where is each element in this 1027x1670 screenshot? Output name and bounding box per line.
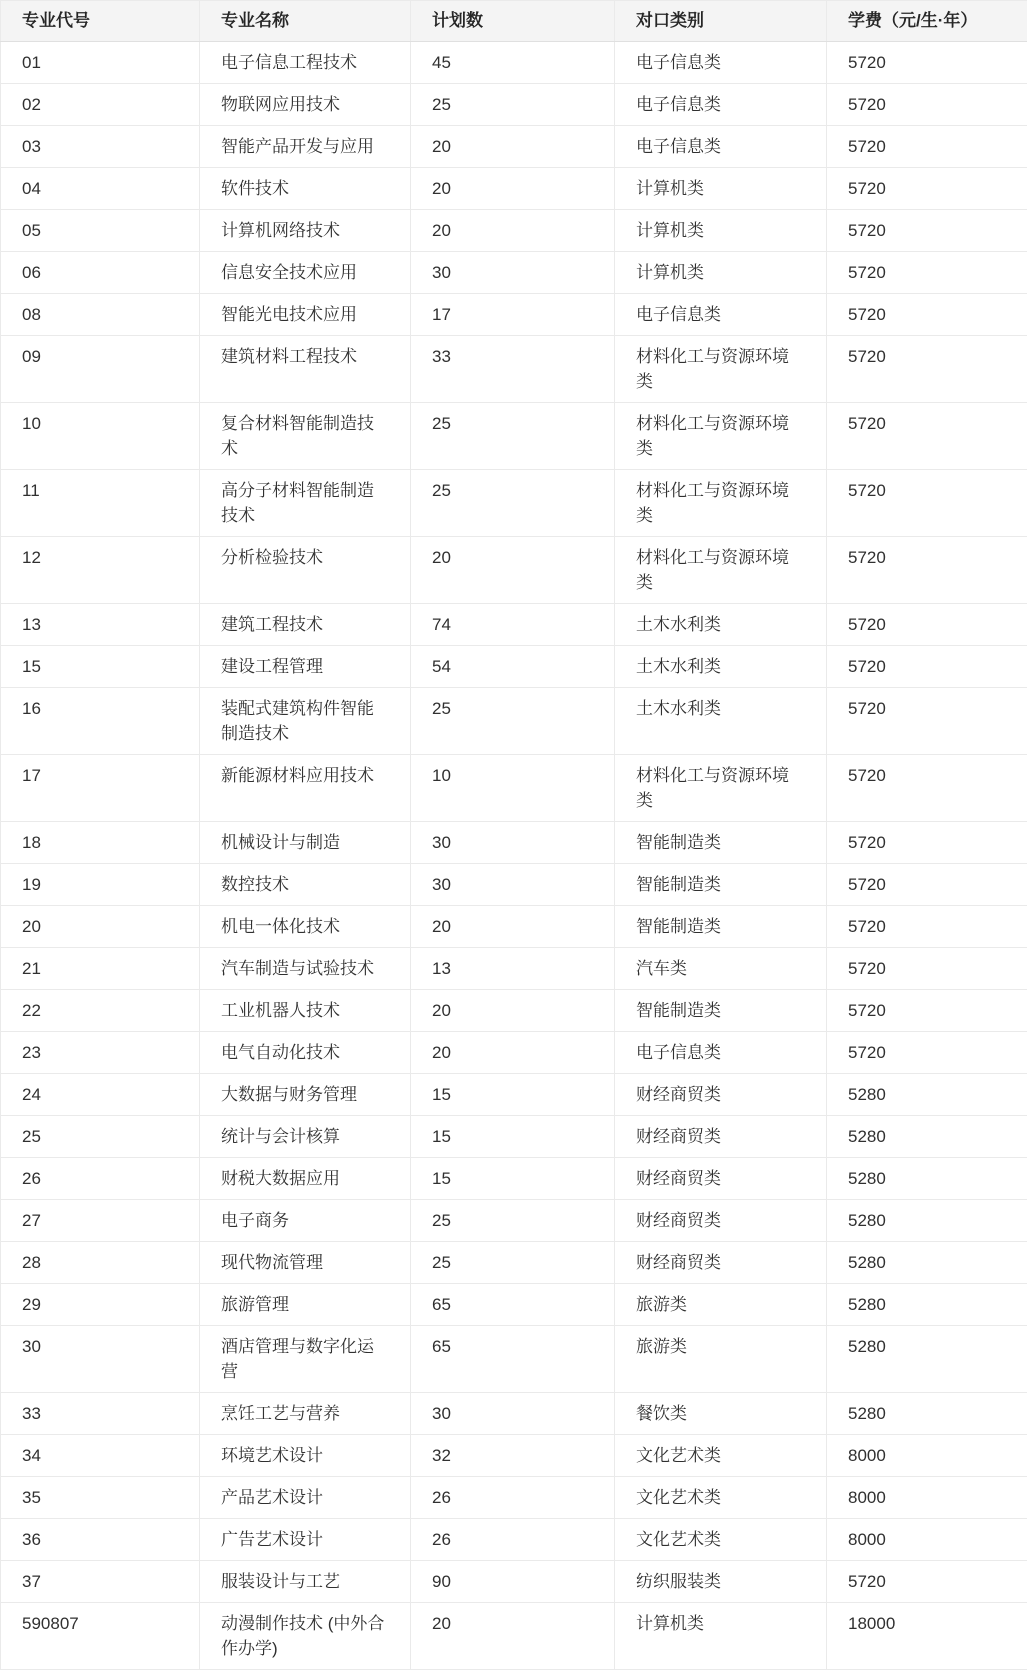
- table-cell-plan: 30: [411, 822, 615, 864]
- table-cell-category: 电子信息类: [615, 84, 827, 126]
- table-cell-plan: 30: [411, 252, 615, 294]
- table-row: [1, 42, 1027, 84]
- table-cell-plan: 20: [411, 1032, 615, 1074]
- table-row: [1, 1242, 1027, 1284]
- table-cell-tuition: 18000: [827, 1603, 1027, 1670]
- table-cell-name: 建筑材料工程技术: [200, 336, 411, 403]
- table-cell-code: 34: [1, 1435, 200, 1477]
- table-cell-category: 电子信息类: [615, 42, 827, 84]
- table-cell-name: 机电一体化技术: [200, 906, 411, 948]
- table-cell-code: 21: [1, 948, 200, 990]
- table-cell-category: 土木水利类: [615, 604, 827, 646]
- table-cell-category: 计算机类: [615, 1603, 827, 1670]
- table-cell-code: 06: [1, 252, 200, 294]
- table-cell-name: 动漫制作技术 (中外合作办学): [200, 1603, 411, 1670]
- table-cell-code: 37: [1, 1561, 200, 1603]
- table-cell-name: 旅游管理: [200, 1284, 411, 1326]
- table-cell-tuition: 8000: [827, 1435, 1027, 1477]
- table-row: [1, 1603, 1027, 1670]
- table-cell-tuition: 5280: [827, 1200, 1027, 1242]
- table-cell-code: 22: [1, 990, 200, 1032]
- table-cell-code: 08: [1, 294, 200, 336]
- table-cell-name: 广告艺术设计: [200, 1519, 411, 1561]
- table-row: [1, 1435, 1027, 1477]
- table-cell-name: 产品艺术设计: [200, 1477, 411, 1519]
- table-cell-code: 09: [1, 336, 200, 403]
- table-cell-plan: 90: [411, 1561, 615, 1603]
- table-cell-name: 电子信息工程技术: [200, 42, 411, 84]
- table-cell-name: 高分子材料智能制造技术: [200, 470, 411, 537]
- table-cell-plan: 26: [411, 1519, 615, 1561]
- table-row: [1, 470, 1027, 537]
- table-cell-category: 旅游类: [615, 1284, 827, 1326]
- table-cell-category: 财经商贸类: [615, 1158, 827, 1200]
- table-cell-category: 财经商贸类: [615, 1242, 827, 1284]
- table-cell-tuition: 5720: [827, 42, 1027, 84]
- table-cell-tuition: 5720: [827, 84, 1027, 126]
- table-row: [1, 864, 1027, 906]
- table-cell-code: 20: [1, 906, 200, 948]
- table-cell-category: 智能制造类: [615, 990, 827, 1032]
- table-cell-tuition: 5720: [827, 906, 1027, 948]
- table-cell-tuition: 5720: [827, 755, 1027, 822]
- table-cell-code: 18: [1, 822, 200, 864]
- table-cell-tuition: 5720: [827, 336, 1027, 403]
- table-cell-code: 24: [1, 1074, 200, 1116]
- table-cell-category: 计算机类: [615, 168, 827, 210]
- table-row: [1, 906, 1027, 948]
- table-cell-name: 建设工程管理: [200, 646, 411, 688]
- table-cell-name: 新能源材料应用技术: [200, 755, 411, 822]
- table-cell-plan: 20: [411, 906, 615, 948]
- table-cell-code: 10: [1, 403, 200, 470]
- table-header-row: [1, 1, 1027, 42]
- table-cell-tuition: 5280: [827, 1158, 1027, 1200]
- table-cell-code: 30: [1, 1326, 200, 1393]
- table-cell-name: 物联网应用技术: [200, 84, 411, 126]
- table-cell-code: 11: [1, 470, 200, 537]
- table-cell-code: 12: [1, 537, 200, 604]
- table-cell-plan: 74: [411, 604, 615, 646]
- table-row: [1, 294, 1027, 336]
- table-cell-name: 酒店管理与数字化运营: [200, 1326, 411, 1393]
- table-cell-plan: 25: [411, 403, 615, 470]
- table-cell-tuition: 5720: [827, 604, 1027, 646]
- table-cell-code: 28: [1, 1242, 200, 1284]
- table-cell-name: 数控技术: [200, 864, 411, 906]
- table-cell-plan: 30: [411, 1393, 615, 1435]
- table-cell-tuition: 5280: [827, 1242, 1027, 1284]
- table-cell-category: 财经商贸类: [615, 1200, 827, 1242]
- table-cell-plan: 25: [411, 1242, 615, 1284]
- table-cell-name: 建筑工程技术: [200, 604, 411, 646]
- table-row: [1, 604, 1027, 646]
- table-cell-code: 35: [1, 1477, 200, 1519]
- table-cell-category: 电子信息类: [615, 294, 827, 336]
- table-cell-plan: 20: [411, 537, 615, 604]
- table-cell-name: 智能光电技术应用: [200, 294, 411, 336]
- table-cell-category: 文化艺术类: [615, 1435, 827, 1477]
- table-cell-category: 财经商贸类: [615, 1116, 827, 1158]
- table-cell-name: 装配式建筑构件智能制造技术: [200, 688, 411, 755]
- table-cell-code: 26: [1, 1158, 200, 1200]
- table-cell-category: 电子信息类: [615, 1032, 827, 1074]
- table-cell-name: 机械设计与制造: [200, 822, 411, 864]
- table-cell-tuition: 5720: [827, 688, 1027, 755]
- table-cell-code: 23: [1, 1032, 200, 1074]
- table-cell-tuition: 5720: [827, 403, 1027, 470]
- table-cell-name: 烹饪工艺与营养: [200, 1393, 411, 1435]
- table-cell-plan: 25: [411, 1200, 615, 1242]
- table-cell-tuition: 5720: [827, 646, 1027, 688]
- table-row: [1, 168, 1027, 210]
- table-cell-category: 土木水利类: [615, 688, 827, 755]
- column-header-tuition: 学费（元/生·年）: [827, 1, 1027, 42]
- table-cell-plan: 65: [411, 1284, 615, 1326]
- column-header-name: 专业名称: [200, 1, 411, 42]
- table-cell-code: 25: [1, 1116, 200, 1158]
- table-cell-category: 电子信息类: [615, 126, 827, 168]
- table-cell-plan: 20: [411, 210, 615, 252]
- table-cell-category: 材料化工与资源环境类: [615, 336, 827, 403]
- table-cell-code: 33: [1, 1393, 200, 1435]
- table-cell-name: 电气自动化技术: [200, 1032, 411, 1074]
- table-cell-plan: 25: [411, 688, 615, 755]
- table-cell-code: 05: [1, 210, 200, 252]
- table-cell-plan: 20: [411, 990, 615, 1032]
- table-row: [1, 126, 1027, 168]
- table-cell-tuition: 5720: [827, 990, 1027, 1032]
- table-row: [1, 1477, 1027, 1519]
- table-cell-name: 汽车制造与试验技术: [200, 948, 411, 990]
- table-cell-plan: 32: [411, 1435, 615, 1477]
- table-cell-tuition: 5720: [827, 210, 1027, 252]
- table-row: [1, 1158, 1027, 1200]
- table-cell-plan: 65: [411, 1326, 615, 1393]
- table-cell-name: 信息安全技术应用: [200, 252, 411, 294]
- table-cell-tuition: 5280: [827, 1074, 1027, 1116]
- column-header-code: 专业代号: [1, 1, 200, 42]
- table-cell-tuition: 8000: [827, 1477, 1027, 1519]
- column-header-category: 对口类别: [615, 1, 827, 42]
- table-cell-code: 02: [1, 84, 200, 126]
- table-cell-tuition: 5280: [827, 1326, 1027, 1393]
- table-row: [1, 403, 1027, 470]
- table-cell-code: 17: [1, 755, 200, 822]
- table-cell-plan: 15: [411, 1116, 615, 1158]
- table-cell-category: 智能制造类: [615, 822, 827, 864]
- table-cell-name: 大数据与财务管理: [200, 1074, 411, 1116]
- table-row: [1, 1284, 1027, 1326]
- table-cell-code: 16: [1, 688, 200, 755]
- table-cell-tuition: 5720: [827, 470, 1027, 537]
- table-cell-tuition: 5280: [827, 1284, 1027, 1326]
- table-cell-plan: 20: [411, 126, 615, 168]
- table-cell-name: 智能产品开发与应用: [200, 126, 411, 168]
- table-cell-plan: 26: [411, 1477, 615, 1519]
- table-cell-plan: 33: [411, 336, 615, 403]
- table-cell-code: 01: [1, 42, 200, 84]
- table-cell-name: 服装设计与工艺: [200, 1561, 411, 1603]
- table-row: [1, 646, 1027, 688]
- table-cell-code: 27: [1, 1200, 200, 1242]
- table-row: [1, 1519, 1027, 1561]
- table-header: [1, 1, 1027, 42]
- table-row: [1, 336, 1027, 403]
- table-cell-tuition: 5720: [827, 537, 1027, 604]
- column-header-plan: 计划数: [411, 1, 615, 42]
- table-cell-name: 分析检验技术: [200, 537, 411, 604]
- table-cell-category: 材料化工与资源环境类: [615, 403, 827, 470]
- table-row: [1, 755, 1027, 822]
- table-cell-plan: 25: [411, 470, 615, 537]
- table-cell-category: 纺织服装类: [615, 1561, 827, 1603]
- table-cell-tuition: 5720: [827, 864, 1027, 906]
- table-cell-tuition: 5720: [827, 294, 1027, 336]
- table-cell-name: 复合材料智能制造技术: [200, 403, 411, 470]
- table-row: [1, 1393, 1027, 1435]
- table-cell-category: 文化艺术类: [615, 1477, 827, 1519]
- table-row: [1, 822, 1027, 864]
- table-cell-tuition: 8000: [827, 1519, 1027, 1561]
- table-cell-code: 13: [1, 604, 200, 646]
- table-cell-plan: 15: [411, 1074, 615, 1116]
- table-row: [1, 537, 1027, 604]
- table-cell-name: 环境艺术设计: [200, 1435, 411, 1477]
- table-cell-plan: 30: [411, 864, 615, 906]
- table-row: [1, 252, 1027, 294]
- table-cell-plan: 54: [411, 646, 615, 688]
- table-cell-code: 36: [1, 1519, 200, 1561]
- table-cell-category: 智能制造类: [615, 864, 827, 906]
- table-cell-plan: 15: [411, 1158, 615, 1200]
- table-cell-name: 统计与会计核算: [200, 1116, 411, 1158]
- table-cell-name: 工业机器人技术: [200, 990, 411, 1032]
- table-cell-category: 旅游类: [615, 1326, 827, 1393]
- table-cell-plan: 45: [411, 42, 615, 84]
- table-cell-tuition: 5720: [827, 1561, 1027, 1603]
- table-cell-plan: 25: [411, 84, 615, 126]
- table-cell-category: 材料化工与资源环境类: [615, 470, 827, 537]
- table-cell-code: 04: [1, 168, 200, 210]
- table-cell-code: 590807: [1, 1603, 200, 1670]
- table-cell-tuition: 5720: [827, 1032, 1027, 1074]
- table-cell-category: 智能制造类: [615, 906, 827, 948]
- table-cell-category: 汽车类: [615, 948, 827, 990]
- table-cell-category: 土木水利类: [615, 646, 827, 688]
- table-cell-category: 计算机类: [615, 252, 827, 294]
- table-row: [1, 948, 1027, 990]
- table-row: [1, 1074, 1027, 1116]
- table-row: [1, 1032, 1027, 1074]
- table-cell-plan: 20: [411, 168, 615, 210]
- table-row: [1, 688, 1027, 755]
- table-row: [1, 210, 1027, 252]
- table-cell-tuition: 5720: [827, 126, 1027, 168]
- table-cell-tuition: 5280: [827, 1116, 1027, 1158]
- table-cell-name: 财税大数据应用: [200, 1158, 411, 1200]
- table-cell-tuition: 5720: [827, 252, 1027, 294]
- table-cell-category: 文化艺术类: [615, 1519, 827, 1561]
- table-cell-tuition: 5280: [827, 1393, 1027, 1435]
- table-cell-tuition: 5720: [827, 168, 1027, 210]
- table-cell-name: 软件技术: [200, 168, 411, 210]
- table-cell-name: 计算机网络技术: [200, 210, 411, 252]
- table-cell-plan: 10: [411, 755, 615, 822]
- table-cell-plan: 17: [411, 294, 615, 336]
- table-cell-category: 财经商贸类: [615, 1074, 827, 1116]
- table-cell-category: 材料化工与资源环境类: [615, 755, 827, 822]
- table-row: [1, 84, 1027, 126]
- table-cell-code: 29: [1, 1284, 200, 1326]
- table-cell-name: 现代物流管理: [200, 1242, 411, 1284]
- table-cell-code: 15: [1, 646, 200, 688]
- table-row: [1, 1326, 1027, 1393]
- table-cell-name: 电子商务: [200, 1200, 411, 1242]
- table-row: [1, 990, 1027, 1032]
- table-cell-code: 19: [1, 864, 200, 906]
- table-cell-code: 03: [1, 126, 200, 168]
- table-cell-category: 餐饮类: [615, 1393, 827, 1435]
- table-cell-tuition: 5720: [827, 822, 1027, 864]
- table-cell-category: 计算机类: [615, 210, 827, 252]
- table-body: [1, 42, 1027, 1670]
- table-cell-plan: 20: [411, 1603, 615, 1670]
- table-row: [1, 1200, 1027, 1242]
- table-row: [1, 1561, 1027, 1603]
- table-cell-category: 材料化工与资源环境类: [615, 537, 827, 604]
- table-cell-tuition: 5720: [827, 948, 1027, 990]
- table-cell-plan: 13: [411, 948, 615, 990]
- table-row: [1, 1116, 1027, 1158]
